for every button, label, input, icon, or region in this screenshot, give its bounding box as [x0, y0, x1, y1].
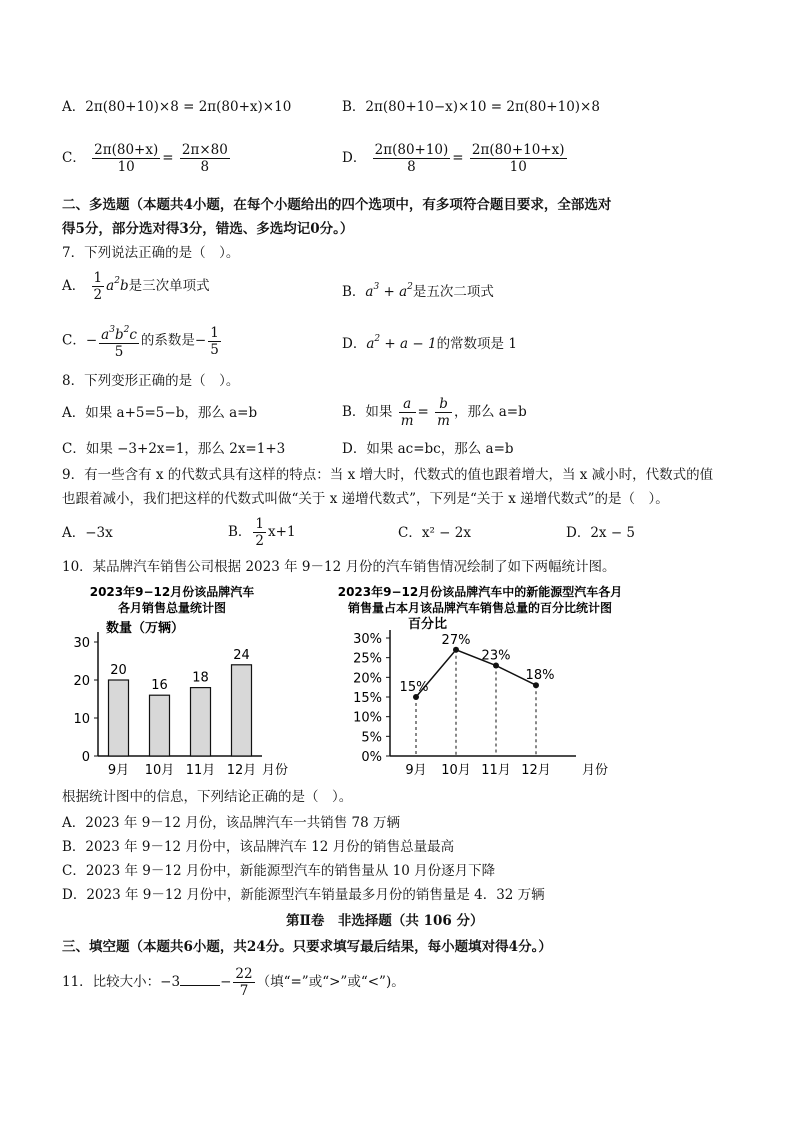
numerator: 1 [255, 516, 265, 532]
fraction [180, 142, 230, 175]
y-tick-label: 20% [353, 671, 382, 687]
numerator: 2π×80 [181, 142, 228, 158]
fraction [92, 142, 160, 175]
denominator: 10 [117, 159, 135, 175]
option-label: C． [62, 150, 86, 166]
denominator: 5 [114, 344, 124, 360]
numerator: 2π(80+x) [94, 142, 159, 158]
bar [150, 695, 170, 756]
option-label: D． [342, 336, 367, 352]
q6-option-c[interactable]: C． $\frac{2\pi(80+x)}{10}$ = $\frac{2\pi\times 80}{8}$ [62, 142, 228, 175]
option-label: B． [228, 524, 252, 540]
q11-text: 11．比较大小：−3 [62, 974, 181, 990]
option-label: D． [342, 150, 367, 166]
x-tick-label: 10月 [144, 763, 175, 778]
q7-option-b[interactable] [342, 278, 494, 301]
q10-option-b[interactable]: B．2023 年 9－12 月份中，该品牌汽车 12 月份的销售总量最高 [62, 839, 455, 855]
q8-option-b[interactable]: B．如果 $\frac{a}{m}$ = $\frac{b}{m}$ ，那么 a=b [342, 396, 527, 429]
numerator: 22 [235, 966, 253, 982]
q7-stem: 7．下列说法正确的是（ ）。 [62, 245, 240, 261]
fraction [373, 142, 451, 175]
fraction [470, 142, 567, 175]
y-tick-label: 5% [361, 730, 382, 746]
y-tick-label: 30% [353, 632, 382, 647]
q10-stem: 10．某品牌汽车销售公司根据 2023 年 9－12 月份的汽车销售情况绘制了如下两幅统计图。 [62, 559, 616, 575]
fraction [399, 396, 416, 429]
denominator: 2 [255, 533, 265, 549]
point-value-label: 18% [525, 668, 555, 684]
option-label: A． [62, 278, 86, 294]
fraction [253, 516, 266, 549]
bar-chart-sales [62, 580, 324, 780]
option-label: B． [342, 284, 366, 300]
math-term: $a^2 + a - 1$ [366, 334, 437, 352]
numerator: a [399, 396, 416, 413]
denominator: m [400, 413, 414, 429]
series-line [416, 650, 536, 697]
point-value-label: 15% [399, 680, 429, 695]
fraction [99, 322, 139, 360]
q8-option-c[interactable]: C．如果 −3+2x=1，那么 2x=1+3 [62, 441, 286, 457]
bar [191, 688, 211, 756]
y-tick-label: 15% [353, 691, 382, 706]
q9-option-d[interactable]: D．2x − 5 [566, 525, 636, 541]
y-tick-label: 20 [73, 674, 90, 689]
chart-title: 2023年9−12月份该品牌汽车中的新能源型汽车各月 [337, 585, 623, 599]
y-axis-label: 百分比 [408, 617, 448, 632]
bar-value-label: 16 [151, 678, 168, 694]
chart-subtitle: 销售量占本月该品牌汽车销售总量的百分比统计图 [347, 601, 613, 615]
option-text: 是五次二项式 [412, 284, 494, 300]
numerator: 2π(80+10+x) [471, 142, 565, 158]
q9-stem-line1: 9．有一些含有 x 的代数式具有这样的特点：当 x 增大时，代数式的值也跟着增大，当 x 减小时，代数式的值 [62, 467, 714, 483]
y-axis-label: 数量（万辆） [106, 621, 185, 636]
bar-value-label: 20 [110, 663, 127, 678]
denominator: 5 [210, 341, 219, 358]
option-label: B． [342, 99, 366, 115]
x-tick-label: 10月 [441, 763, 471, 778]
q6-option-d[interactable]: D． $\frac{2\pi(80+10)}{8}$ = $\frac{2\pi(80+10+x)}{10}$ [342, 142, 565, 175]
option-text: ，那么 a=b [453, 404, 527, 420]
option-text: x+1 [268, 524, 296, 540]
option-text: 是三次单项式 [128, 278, 210, 294]
q9-option-a[interactable]: A．−3x [62, 525, 113, 541]
q10-question: 根据统计图中的信息，下列结论正确的是（ ）。 [62, 789, 353, 805]
q7-option-d[interactable] [342, 330, 517, 353]
x-tick-label: 11月 [185, 763, 216, 778]
denominator: 8 [407, 159, 416, 175]
q11 [62, 966, 405, 999]
option-expr: 2π(80+10−x)×10 = 2π(80+10)×8 [365, 99, 600, 115]
x-tick-label: 9月 [405, 763, 427, 778]
x-tick-label: 9月 [107, 763, 130, 778]
numerator: $a^3b^2c$ [99, 322, 139, 344]
line-chart-percent [320, 580, 640, 780]
y-tick-label: 30 [73, 636, 90, 651]
part2-heading: 第Ⅱ卷 非选择题（共 106 分） [286, 913, 484, 929]
q9-stem-line2: 也跟着减小，我们把这样的代数式叫做“关于 x 递增代数式”，下列是“关于 x 递增代数式”的是（ ）。 [62, 491, 669, 507]
numerator: 2π(80+10) [374, 142, 449, 158]
chart-title: 2023年9−12月份该品牌汽车 [89, 585, 255, 599]
point-value-label: 23% [481, 648, 511, 664]
bar-value-label: 18 [192, 670, 209, 686]
math-term: $a^3 + a^2$ [365, 282, 413, 300]
point-value-label: 27% [441, 632, 471, 648]
q10-option-c[interactable]: C．2023 年 9－12 月份中，新能源型汽车的销售量从 10 月份逐月下降 [62, 863, 496, 879]
chart-subtitle: 各月销售总量统计图 [117, 601, 227, 615]
q8-option-d[interactable]: D．如果 ac=bc，那么 a=b [342, 441, 514, 457]
q11-text: − [220, 974, 232, 990]
x-tick-label: 11月 [481, 763, 511, 778]
q7-option-a[interactable] [62, 270, 210, 303]
q10-option-d[interactable]: D．2023 年 9－12 月份中，新能源型汽车销量最多月份的销售量是 4．32 万辆 [62, 887, 545, 903]
q11-text: （填“=”或“>”或“<”)。 [256, 974, 405, 990]
section2-heading-cont: 得5分，部分选对得3分，错选、多选均记0分。） [62, 221, 354, 237]
fraction [92, 270, 105, 303]
fraction [435, 396, 452, 429]
y-tick-label: 25% [353, 651, 382, 667]
option-label: C． [62, 332, 86, 349]
q6-option-a[interactable] [62, 98, 291, 116]
fraction [233, 966, 254, 999]
y-tick-label: 0% [361, 750, 382, 765]
x-tick-label: 12月 [226, 763, 257, 778]
q7-option-c[interactable]: C．− $\frac{a^3b^2c}{5}$ 的系数是− $\frac{1}{5}$ [62, 322, 223, 360]
option-text: 的系数是 [140, 332, 195, 349]
denominator: 8 [200, 159, 210, 175]
y-tick-label: 0 [81, 750, 90, 765]
y-tick-label: 10% [353, 710, 382, 726]
section3-heading: 三、填空题（本题共6小题，共24分。只要求填写最后结果，每小题填对得4分。） [62, 939, 552, 955]
q9-option-b[interactable] [228, 516, 296, 549]
option-label: A． [62, 99, 86, 115]
numerator: 1 [93, 270, 103, 286]
bar [232, 665, 252, 756]
option-text: B．如果 [342, 404, 393, 420]
option-text: 的常数项是 1 [436, 336, 517, 352]
x-axis-label: 月份 [582, 763, 609, 778]
option-expr: 2π(80+10)×8 = 2π(80+x)×10 [85, 99, 292, 115]
q6-option-b[interactable] [342, 98, 600, 116]
denominator: 10 [509, 159, 527, 175]
q10-option-a[interactable]: A．2023 年 9－12 月份，该品牌汽车一共销售 78 万辆 [62, 815, 401, 831]
denominator: 2 [93, 287, 103, 303]
y-tick-label: 10 [73, 712, 90, 727]
math-term: $a^2b$ [106, 276, 129, 294]
bar-value-label: 24 [233, 647, 250, 663]
x-tick-label: 12月 [521, 763, 551, 778]
denominator: 7 [239, 983, 249, 999]
numerator: 1 [210, 324, 219, 341]
numerator: b [435, 396, 452, 413]
q8-option-a[interactable]: A．如果 a+5=5−b，那么 a=b [62, 405, 258, 421]
section2-heading: 二、多选题（本题共4小题，在每个小题给出的四个选项中，有多项符合题目要求，全部选对 [62, 197, 612, 213]
x-axis-label: 月份 [262, 763, 289, 778]
bar [109, 680, 129, 756]
q8-stem: 8．下列变形正确的是（ ）。 [62, 373, 240, 389]
q9-option-c[interactable]: C．x² − 2x [398, 525, 471, 541]
fraction [208, 325, 221, 358]
answer-blank[interactable] [180, 973, 220, 986]
denominator: m [437, 413, 450, 429]
